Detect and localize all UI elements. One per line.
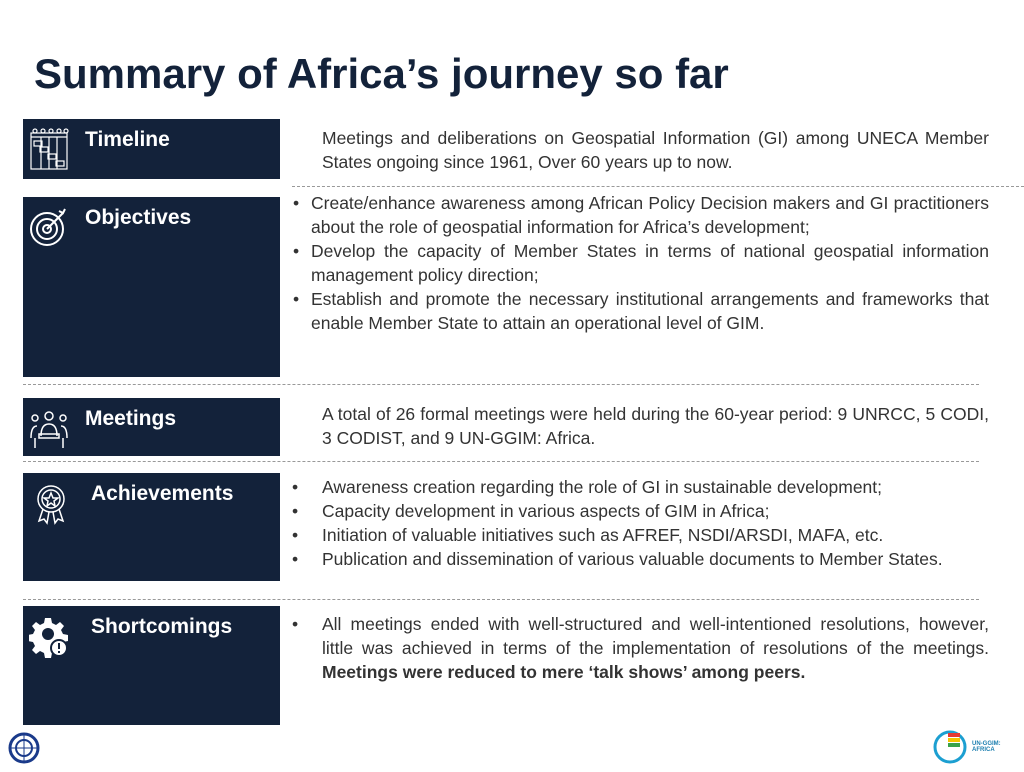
divider (23, 461, 979, 462)
list-item: • Create/enhance awareness among African Policy Decision makers and GI practitioners about the role of geospatial information for Africa’s development; (289, 191, 989, 239)
shortcomings-bold: Meetings were reduced to mere ‘talk shows’ among peers. (322, 662, 806, 682)
divider (23, 384, 979, 385)
meetings-box (23, 398, 280, 456)
list-item: • Develop the capacity of Member States in terms of national geospatial information management policy direction; (289, 239, 989, 287)
achievements-box (23, 473, 280, 581)
target-icon (29, 205, 69, 249)
objectives-list (289, 191, 989, 335)
un-emblem-logo (2, 728, 46, 768)
shortcomings-label: Shortcomings (91, 615, 233, 638)
ggim-globe-icon (930, 727, 970, 767)
list-item: • Awareness creation regarding the role of GI in sustainable development; (288, 475, 989, 499)
page-title: Summary of Africa’s journey so far (34, 50, 729, 97)
divider (292, 186, 1024, 187)
achievements-label: Achievements (91, 482, 234, 505)
award-badge-icon (29, 481, 69, 525)
list-item: • Publication and dissemination of various valuable documents to Member States. (288, 547, 989, 571)
gantt-timeline-icon (29, 127, 69, 171)
timeline-box (23, 119, 280, 179)
list-item: • Initiation of valuable initiatives such as AFREF, NSDI/ARSDI, MAFA, etc. (288, 523, 989, 547)
divider (23, 599, 979, 600)
list-item (288, 612, 989, 684)
shortcomings-text: All meetings ended with well-structured and well-intentioned resolutions, however, little was achieved in terms of the implementation of resolutions of the meetings. (322, 614, 989, 658)
list-item: • Capacity development in various aspects of GIM in Africa; (288, 499, 989, 523)
meetings-label: Meetings (85, 407, 177, 430)
meeting-people-icon (29, 406, 69, 450)
objectives-box (23, 197, 280, 377)
shortcomings-list (288, 612, 989, 684)
shortcomings-box (23, 606, 280, 725)
timeline-label: Timeline (85, 128, 170, 151)
timeline-text: Meetings and deliberations on Geospatial Information (GI) among UNECA Member States ongoing since 1961, Over 60 years up to now. (322, 128, 989, 172)
un-ggim-africa-logo (930, 727, 1022, 767)
gear-warning-icon (29, 614, 69, 658)
achievements-list (288, 475, 989, 571)
meetings-text: A total of 26 formal meetings were held during the 60-year period: 9 UNRCC, 5 CODI, 3 CODIST, and 9 UN-GGIM: Africa. (322, 404, 989, 448)
ggim-logo-text: UN-GGIM: AFRICA (972, 741, 1001, 753)
list-item: • Establish and promote the necessary institutional arrangements and frameworks that enable Member State to attain an operational level of GIM. (289, 287, 989, 335)
objectives-label: Objectives (85, 206, 192, 229)
